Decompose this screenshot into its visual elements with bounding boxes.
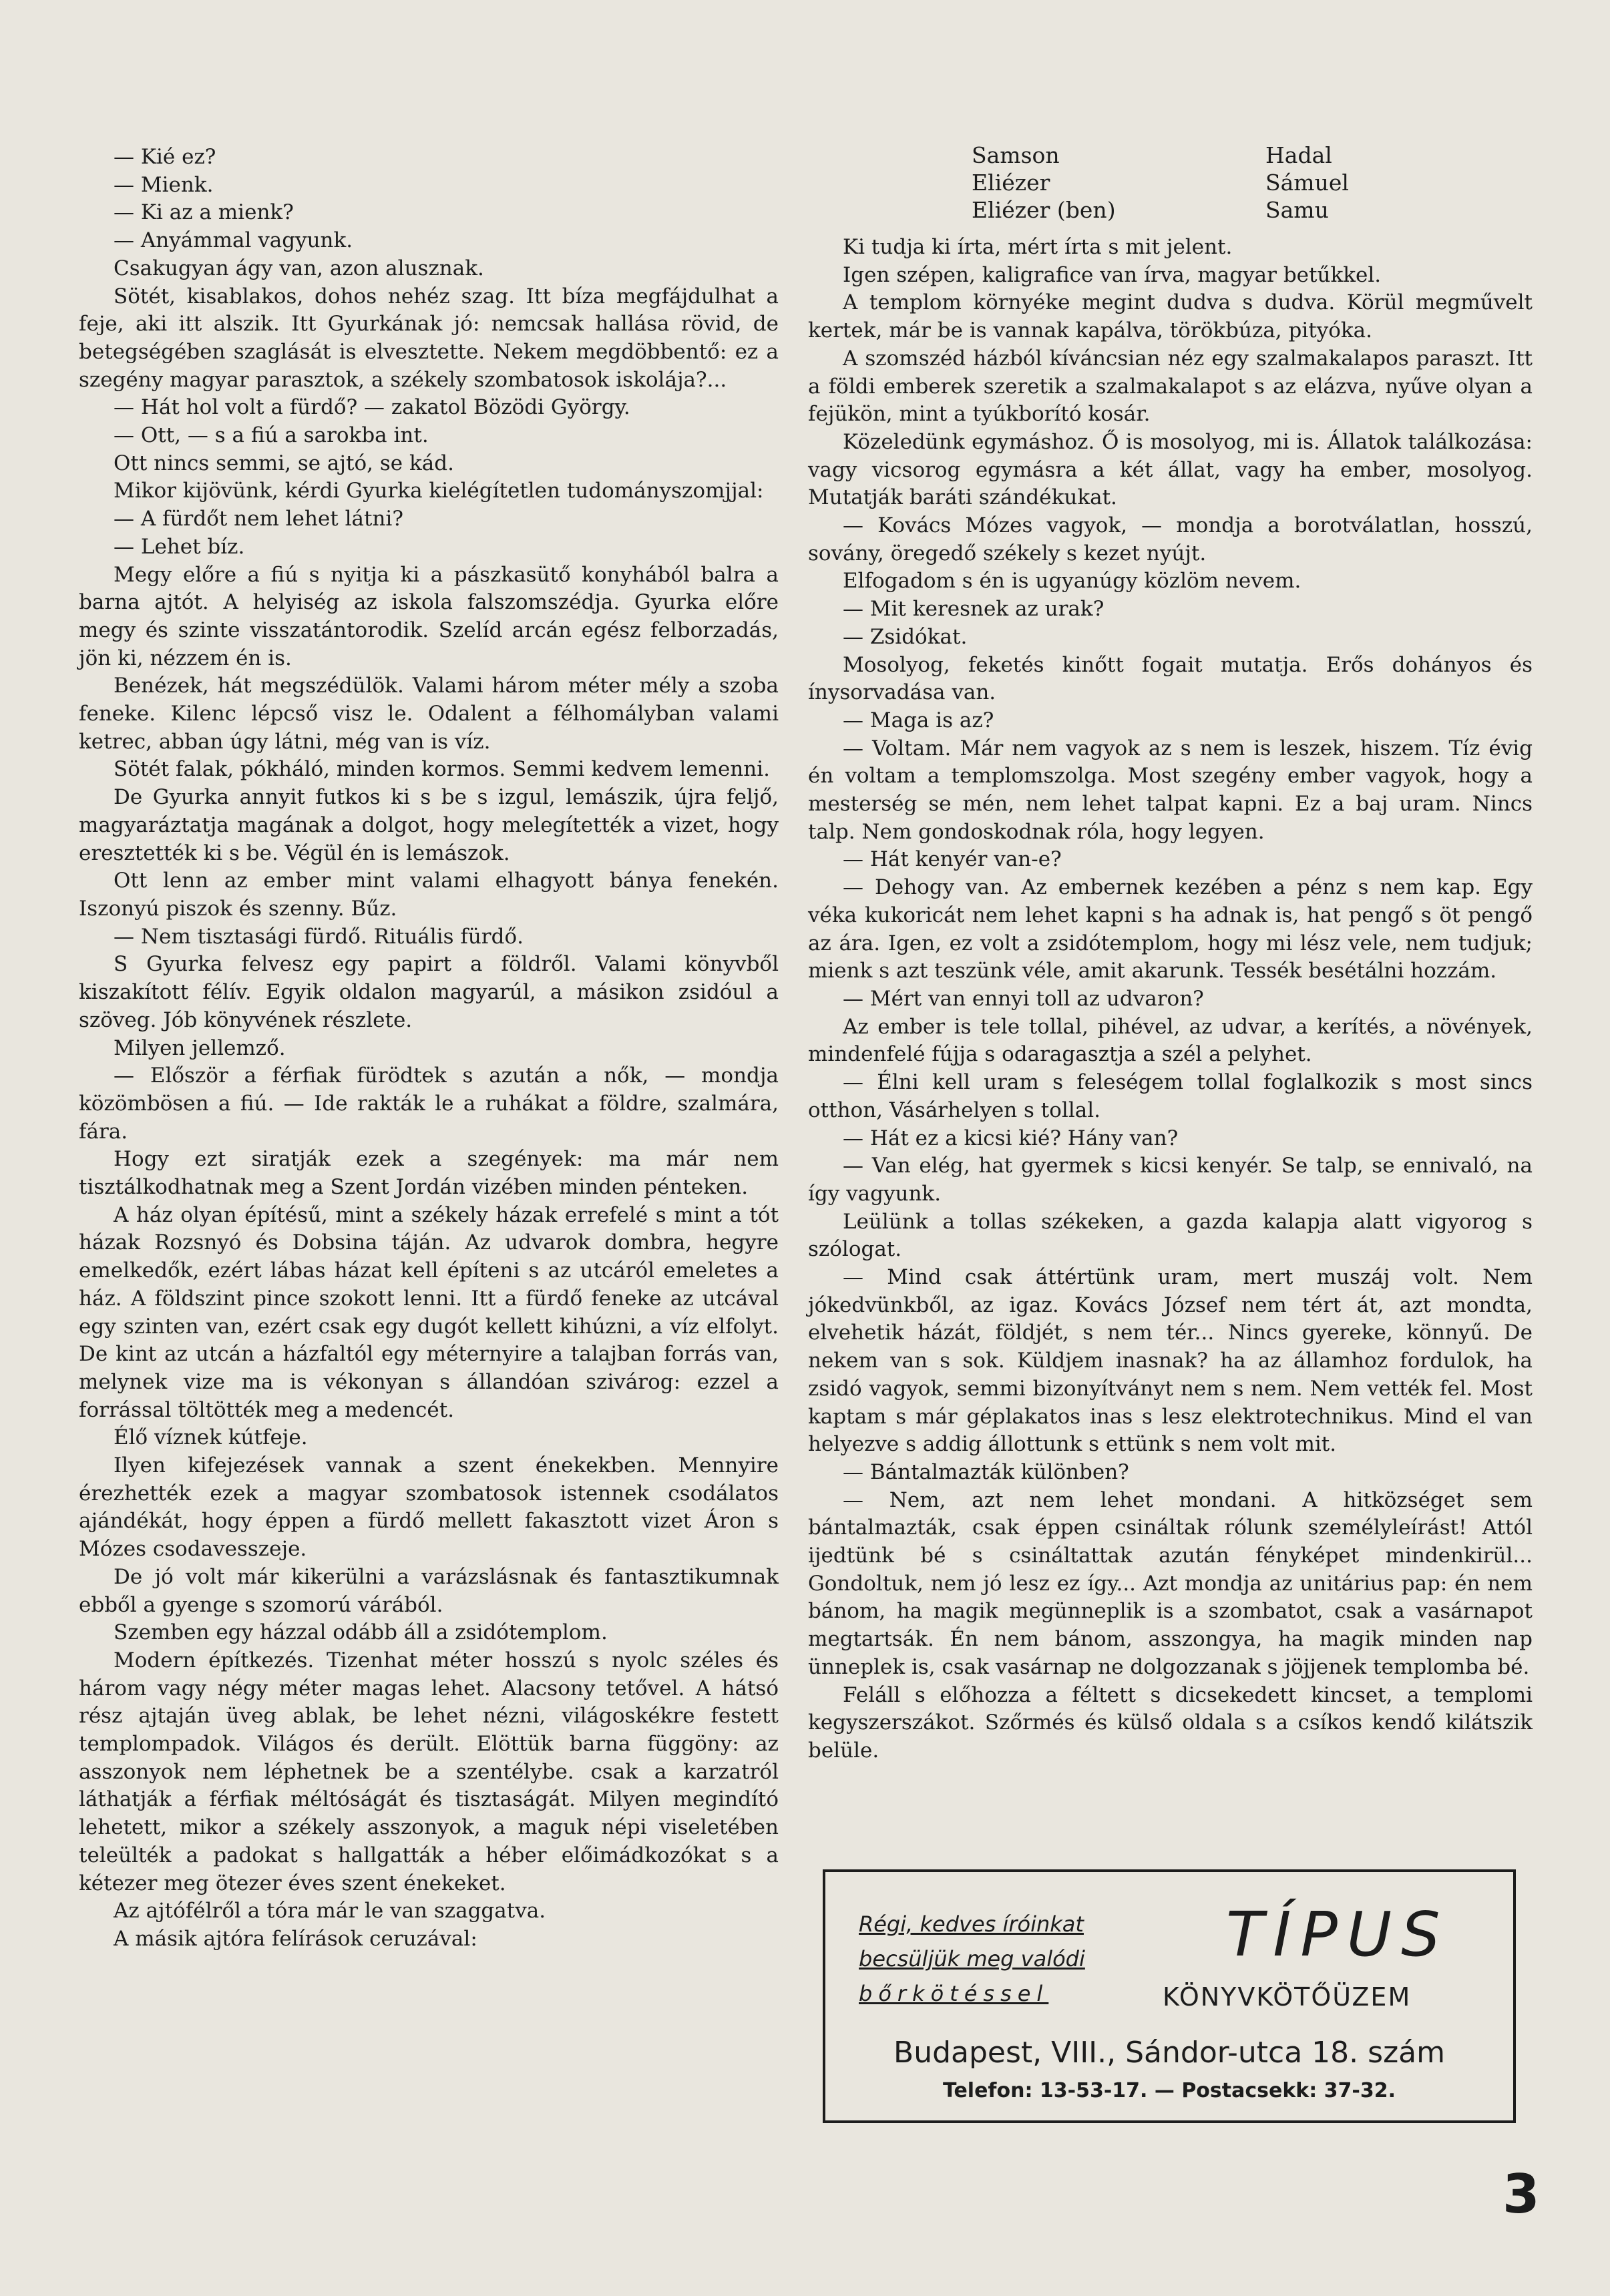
paragraph: Modern építkezés. Tizenhat méter hosszú s nyolc széles és három vagy négy méter magas lehet. Alacsony tetővel. A hátsó rész ajtaján üveg ablak, be lehet nézni, világoskékre festett templompadok. Világos és derült. Elöttük barna függöny: az asszonyok nem léphetnek be a szentélybe. csak a karzatról láthatják a férfiak méltóságát és tisztaságát. Milyen megindító lehetett, mikor a székely asszonyok, a maguk népi viseletében teleülték a padokat s hallgatták a héber előimádkozókat s a kétezer meg ötezer éves szent énekeket. [79, 1648, 779, 1895]
paragraph: — Hát hol volt a fürdő? — zakatol Bözödi György. [114, 395, 630, 420]
paragraph: A templom környéke megint dudva s dudva. Körül megművelt kertek, már be is vannak kapálva, törökbúza, pityóka. [808, 290, 1533, 343]
inscription-name: Sámuel [1265, 170, 1349, 196]
paragraph: — Mind csak áttértünk uram, mert muszáj volt. Nem jókedvünkből, az igaz. Kovács József nem tért át, azt mondta, elvehetik házát, földjét, s nem tér... Nincs gyereke, könnyű. De nekem van s sok. Küldjem inasnak? ha az államhoz fordulok, ha zsidó vagyok, semmi bizonyítványt nem s nem. Nem vették fel. Most kaptam s már géplakatos inas s lesz elektrotechnikus. Mind el van helyezve s addig állottunk s ettünk s nem volt mit. [808, 1265, 1533, 1457]
paragraph: Leülünk a tollas székeken, a gazda kalapja alatt vigyorog s szólogat. [808, 1209, 1533, 1262]
paragraph: Élő víznek kútfeje. [114, 1425, 308, 1450]
paragraph: Milyen jellemző. [114, 1036, 286, 1060]
paragraph: Ilyen kifejezések vannak a szent énekekben. Mennyire érezhették ezek a magyar szombatosok istennek csodálatos ajándékát, hogy éppen a fürdő mellett fakasztott vizet Áron s Mózes csodavesszeje. [79, 1453, 779, 1562]
paragraph: — Ki az a mienk? [114, 200, 294, 225]
ad-address: Budapest, VIII., Sándor-utca 18. szám [893, 2036, 1445, 2070]
paragraph: — Nem, azt nem lehet mondani. A hitközséget sem bántalmazták, csak éppen csináltak rólunk személyleírást! Attól ijedtünk bé s csináltattak azután fényképet mindenkirül... Gondoltuk, nem jó lesz ez így... Azt mondja az unitárius pap: én nem bánom, ha magik megünneplik is a szombatot, csak a vasárnapot megtartsák. Én nem bánom, asszongya, ha magik minden nap ünneplek is, csak vasárnap ne dolgozzanak s jöjjenek templomba bé. [808, 1487, 1533, 1679]
ad-slogan-line: bőrkötéssel [859, 1981, 1049, 2006]
paragraph: A másik ajtóra felírások ceruzával: [114, 1927, 477, 1951]
paragraph: — Élni kell uram s feleségem tollal foglalkozik s most sincs otthon, Vásárhelyen s tollal. [808, 1070, 1533, 1122]
paragraph: Igen szépen, kaligrafice van írva, magyar betűkkel. [843, 262, 1382, 287]
inscription-name: Eliézer (ben) [972, 197, 1116, 223]
paragraph: Ott nincs semmi, se ajtó, se kád. [114, 451, 454, 475]
paragraph: — Hát kenyér van-e? [843, 847, 1062, 872]
paragraph: Feláll s előhozza a féltett s dicsekedett kincset, a templomi kegyszerszákot. Szőrmés és külső oldala s a csíkos kendő kilátszik belüle. [808, 1682, 1533, 1763]
paragraph: Csakugyan ágy van, azon alusznak. [114, 256, 484, 280]
paragraph: A ház olyan építésű, mint a székely házak errefelé s mint a tót házak Rozsnyó és Dobsina táján. Az udvarok dombra, hegyre emelkedők, ezért lábas házat kell építeni s az utcáról emeletes a ház. A földszint pince szokott lenni. Itt a fürdő feneke az utcával egy szinten van, ezért csak egy dugót kellett kihúzni, a víz elfolyt. De kint az utcán a házfaltól egy méternyire a talajban forrás van, melynek vize ma is vékonyan s állandóan szivárog: ezzel a forrással töltötték meg a medencét. [79, 1202, 779, 1422]
paragraph: — A fürdőt nem lehet látni? [114, 507, 403, 531]
paragraph: — Dehogy van. Az embernek kezében a pénz s nem kap. Egy véka kukoricát nem lehet kapni s ha adnak is, hat pengő s öt pengő az ára. Igen, ez volt a zsidótemplom, hogy mi lész vele, nem tudjuk; mienk s azt teszünk véle, amit akarunk. Tessék besétálni hozzám. [808, 875, 1533, 983]
paragraph: Elfogadom s én is ugyanúgy közlöm nevem. [843, 569, 1301, 594]
paragraph: Sötét falak, pókháló, minden kormos. Semmi kedvem lemenni. [114, 757, 771, 782]
paragraph: — Kié ez? [114, 145, 216, 169]
ad-slogan-line: becsüljük meg valódi [859, 1946, 1085, 1972]
inscription-name: Hadal [1265, 142, 1332, 168]
paragraph: Benézek, hát megszédülök. Valami három méter mély a szoba feneke. Kilenc lépcső visz le. Odalent a félhomályban valami ketrec, abban úgy látni, még van is víz. [79, 674, 779, 754]
paragraph: — Voltam. Már nem vagyok az s nem is leszek, hiszem. Tíz évig én voltam a templomszolga. Most szegény ember vagyok, hogy a mesterség se mén, nem lehet talpat kapni. Ez a baj uram. Nincs talp. Nem gondoskodnak róla, hogy legyen. [808, 736, 1533, 844]
page-number: 3 [1502, 2163, 1540, 2225]
paragraph: Az ajtófélről a tóra már le van szaggatva. [114, 1899, 546, 1923]
paragraph: — Bántalmazták különben? [843, 1459, 1129, 1484]
paragraph: — Nem tisztasági fürdő. Rituális fürdő. [114, 924, 524, 949]
paragraph: — Ott, — s a fiú a sarokba int. [114, 423, 429, 448]
inscription-name: Samu [1265, 197, 1329, 223]
inscription-name: Eliézer [972, 170, 1050, 196]
paragraph: Ki tudja ki írta, mért írta s mit jelent. [843, 235, 1233, 259]
ad-slogan [859, 1907, 1085, 2011]
paragraph: Hogy ezt siratják ezek a szegények: ma már nem tisztálkodhatnak meg a Szent Jordán vizében minden pénteken. [79, 1147, 779, 1200]
paragraph: — Lehet bíz. [114, 534, 245, 559]
door-inscriptions [972, 142, 1399, 224]
paragraph: — Hát ez a kicsi kié? Hány van? [843, 1126, 1179, 1150]
paragraph: — Kovács Mózes vagyok, — mondja a borotválatlan, hosszú, sovány, öregedő székely s kezet nyújt. [808, 513, 1533, 565]
paragraph: — Mért van ennyi toll az udvaron? [843, 986, 1204, 1011]
ad-slogan-line: Régi, kedves íróinkat [859, 1911, 1084, 1937]
paragraph: Az ember is tele tollal, pihével, az udvar, a kerítés, a növények, mindenfelé fújja s odaragasztja a szél a pelyhet. [808, 1014, 1533, 1067]
paragraph: — Van elég, hat gyermek s kicsi kenyér. Se talp, se ennivaló, na így vagyunk. [808, 1154, 1533, 1206]
paragraph: — Mienk. [114, 172, 214, 197]
inscription-name: Samson [972, 142, 1060, 168]
paragraph: De jó volt már kikerülni a varázslásnak és fantasztikumnak ebből a gyenge s szomorú várából. [79, 1564, 779, 1617]
paragraph: Szemben egy házzal odább áll a zsidótemplom. [114, 1620, 608, 1645]
right-column [808, 234, 1533, 1765]
paragraph: De Gyurka annyit futkos ki s be s izgul, lemászik, újra feljő, magyaráztatja magának a dolgot, hogy melegítették a vizet, hogy eresztették ki s be. Végül én is lemászok. [79, 785, 779, 865]
ad-subtitle: KÖNYVKÖTŐÜZEM [1163, 1982, 1412, 2012]
bookbinder-advertisement [823, 1869, 1516, 2123]
paragraph: — Zsidókat. [843, 624, 968, 649]
ad-contact: Telefon: 13-53-17. — Postacsekk: 37-32. [942, 2079, 1396, 2102]
paragraph: A szomszéd házból kíváncsian néz egy szalmakalapos paraszt. Itt a földi emberek szeretik a szalmakalapot s az elázva, nyűve olyan a fejükön, mint a tyúkborító kosár. [808, 346, 1533, 427]
paragraph: — Maga is az? [843, 708, 994, 732]
left-column [79, 144, 779, 1954]
paragraph: Mosolyog, feketés kinőtt fogait mutatja. Erős dohányos és ínysorvadása van. [808, 652, 1533, 705]
paragraph: Mikor kijövünk, kérdi Gyurka kielégítetlen tudományszomjjal: [114, 479, 764, 503]
paragraph: S Gyurka felvesz egy papirt a földről. Valami könyvből kiszakított félív. Egyik oldalon magyarúl, a másikon zsidóul a szöveg. Jób könyvének részlete. [79, 952, 779, 1032]
paragraph: Közeledünk egymáshoz. Ő is mosolyog, mi is. Állatok találkozása: vagy vicsorog egymásra a két állat, vagy ha ember, mosolyog. Mutatják baráti szándékukat. [808, 429, 1533, 510]
paragraph: Ott lenn az ember mint valami elhagyott bánya fenekén. Iszonyú piszok és szenny. Bűz. [79, 869, 779, 921]
paragraph: Sötét, kisablakos, dohos nehéz szag. Itt bíza megfájdulhat a feje, aki itt alszik. Itt Gyurkának jó: nemcsak hallása rövid, de betegségében szaglását is elvesztette. Nekem megdöbbentő: ez a szegény magyar parasztok, a székely szombatosok iskolája?... [79, 284, 779, 392]
paragraph: — Mit keresnek az urak? [843, 597, 1104, 622]
paragraph: — Anyámmal vagyunk. [114, 228, 353, 253]
paragraph: — Először a férfiak fürödtek s azután a nők, — mondja közömbösen a fiú. — Ide rakták le a ruhákat a földre, szalmára, fára. [79, 1064, 779, 1144]
ad-brand-name: TÍPUS [1226, 1899, 1450, 1970]
paragraph: Megy előre a fiú s nyitja ki a pászkasütő konyhából balra a barna ajtót. A helyiség az iskola falszomszédja. Gyurka előre megy és szinte visszatántorodik. Szelíd arcán egész felborzadás, jön ki, nézzem én is. [79, 562, 779, 670]
